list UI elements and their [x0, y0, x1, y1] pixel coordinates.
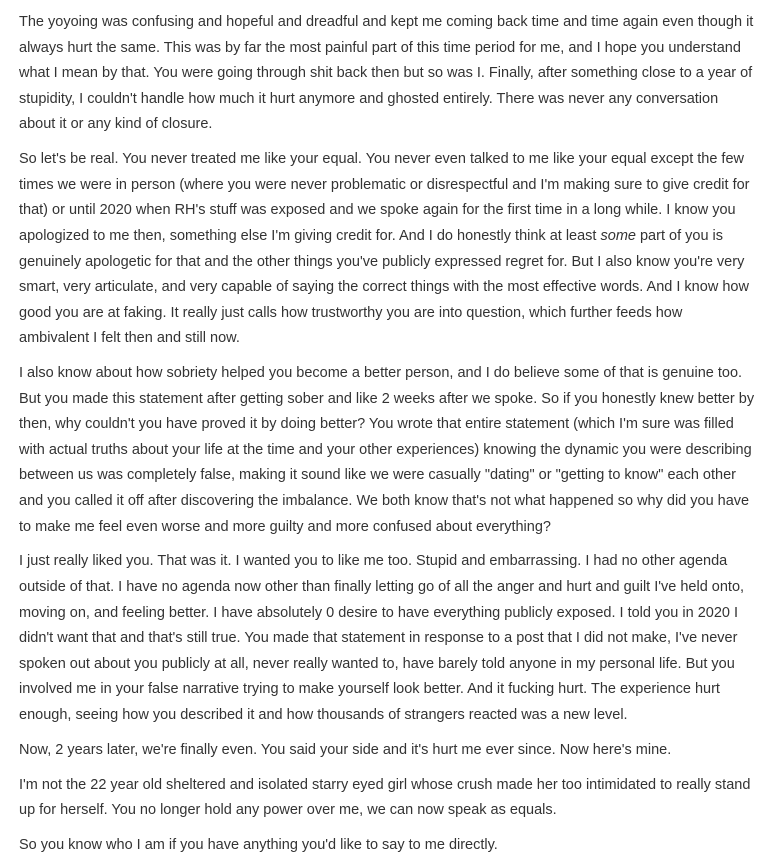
- paragraph-6: I'm not the 22 year old sheltered and isolated starry eyed girl whose crush made her too intimidated to really stand up for herself. You no longer hold any power over me, we can now speak as equals.: [19, 776, 751, 819]
- paragraph-4: I just really liked you. That was it. I wanted you to like me too. Stupid and embarrassing. I had no other agenda outside of that. I have no agenda now other than finally letting go of all the anger and hurt and guilt I've held onto, moving on, and feeling better. I have absolutely 0 desire to have everything publicly exposed. I told you in 2020 I didn't want that and that's still true. You made that statement in response to a post that I did not make, I've never spoken out about you publicly at all, never really wanted to, have barely told anyone in my personal life. But you involved me in your false narrative trying to make yourself look better. And it fucking hurt. The experience hurt enough, seeing how you described it and how thousands of strangers reacted was a new level.: [19, 553, 745, 723]
- emphasis-word: some: [600, 227, 636, 244]
- paragraph-3: I also know about how sobriety helped you become a better person, and I do believe some of that is genuine too. But you made this statement after getting sober and like 2 weeks after we spoke. So if you honestly knew better by then, why couldn't you have proved it by doing better? You wrote that entire statement (which I'm sure was filled with actual truths about your life at the time and your other experiences) knowing the dynamic you were describing between us was completely false, making it sound like we were casually "dating" or "getting to know" each other and you called it off after discovering the imbalance. We both know that's not what happened so why did you have to make me feel even worse and more guilty and more confused about everything?: [19, 365, 755, 535]
- paragraph-7: So you know who I am if you have anything you'd like to say to me directly.: [19, 836, 498, 853]
- paragraph-2-part-2: part of you is genuinely apologetic for that and the other things you've publicly expressed regret for. But I also know you're very smart, very articulate, and very capable of saying the correct things with the most effective words. And I know how good you are at faking. It really just calls how trustworthy you are into question, which further feeds how ambivalent I felt then and still now.: [19, 227, 749, 347]
- paragraph-1: The yoyoing was confusing and hopeful and dreadful and kept me coming back time and time again even though it always hurt the same. This was by far the most painful part of this time period for me, and I hope you understand what I mean by that. You were going through shit back then but so was I. Finally, after something close to a year of stupidity, I couldn't handle how much it hurt anymore and ghosted entirely. There was never any conversation about it or any kind of closure.: [19, 14, 754, 133]
- paragraph-2: [19, 147, 756, 352]
- paragraph-2-part-1: So let's be real. You never treated me like your equal. You never even talked to me like your equal except the few times we were in person (where you were never problematic or disrespectful and I'm making sure to give credit for that) or until 2020 when RH's stuff was exposed and we spoke again for the first time in a long while. I know you apologized to me then, something else I'm giving credit for. And I do honestly think at least: [19, 151, 750, 244]
- paragraph-5: Now, 2 years later, we're finally even. You said your side and it's hurt me ever since. Now here's mine.: [19, 741, 672, 758]
